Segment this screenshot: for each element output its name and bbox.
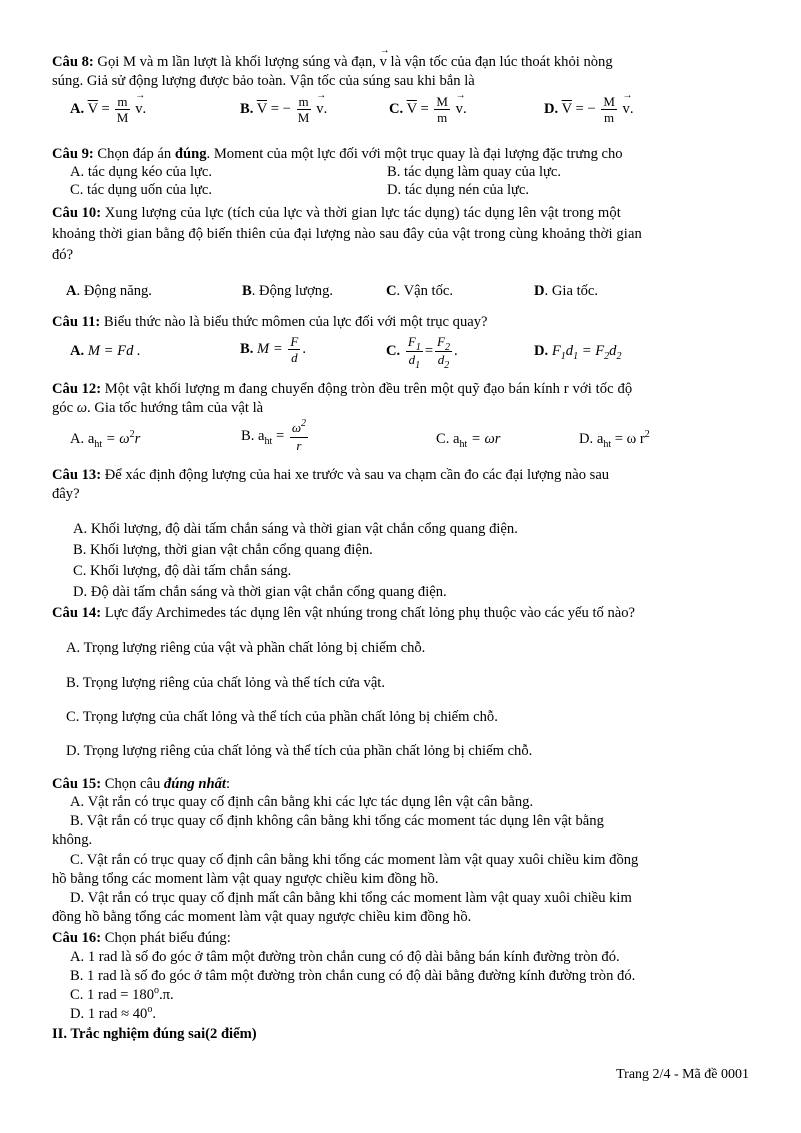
question-label: Câu 15: <box>52 776 102 792</box>
question-label: Câu 14: <box>52 605 102 621</box>
option-c <box>389 94 467 125</box>
option-text: . Gia tốc. <box>544 283 599 299</box>
question-12 <box>52 380 632 398</box>
text: D. 1 rad ≈ 40 <box>70 1006 148 1022</box>
var: a <box>258 427 265 444</box>
option-d: D. Độ dài tấm chắn sáng và thời gian vật chắn cổng quang điện. <box>73 584 447 600</box>
fraction <box>290 420 308 453</box>
option-key: A <box>66 283 77 299</box>
var: $\overline{V}$ <box>406 100 417 117</box>
option-a <box>66 282 152 300</box>
var: F <box>595 343 605 359</box>
question-8 <box>52 53 613 71</box>
var: $\overline{V}$ <box>561 100 572 117</box>
option-key: B. <box>240 100 254 117</box>
question-14 <box>52 604 635 622</box>
option-key: C. <box>386 342 401 359</box>
sub: 2 <box>445 342 450 353</box>
eq: = <box>578 343 596 359</box>
question-text: Một vật khối lượng m đang chuyển động tròn đều trên một quỹ đạo bán kính r với tốc độ <box>104 381 633 397</box>
question-text: Chọn đáp án <box>97 146 172 162</box>
option-a <box>70 343 141 360</box>
vector-v: → v <box>456 101 463 118</box>
num: m <box>298 94 309 109</box>
eq: = <box>424 342 434 359</box>
option-a: A. tác dụng kéo của lực. <box>70 164 213 180</box>
text: : <box>225 776 231 792</box>
option-b: B. 1 rad là số đo góc ở tâm một đường tròn chắn cung có độ dài bằng đường kính đường tròn đó. <box>70 968 636 984</box>
option-b <box>242 282 333 300</box>
den: d <box>408 352 416 367</box>
option-b: B. Vật rắn có trục quay cố định không cân bằng khi tổng các moment tác dụng lên vật bằng <box>70 813 604 829</box>
num: F <box>437 334 445 349</box>
den: M <box>116 110 129 125</box>
option-d: D. Trọng lượng riêng của chất lỏng và thể tích của phần chất lỏng bị chiếm chỗ. <box>66 743 533 759</box>
question-label: Câu 16: <box>52 930 102 946</box>
formula: = ωr <box>467 431 501 447</box>
option-b <box>240 334 306 365</box>
sub: 2 <box>604 351 610 362</box>
end: . <box>323 100 328 117</box>
question-label: Câu 11: <box>52 314 101 330</box>
vector-v: → v <box>316 101 323 118</box>
sup: o <box>147 1004 153 1015</box>
num: ω <box>291 420 302 435</box>
eq: = <box>270 100 279 117</box>
sub: 1 <box>415 360 421 371</box>
option-d <box>534 282 598 300</box>
question-text: khoảng thời gian bằng độ biến thiên của đại lượng nào sau đây của vật trong cùng khoảng thời gian <box>52 226 642 242</box>
option-a: A. Khối lượng, độ dài tấm chắn sáng và thời gian vật chắn cổng quang điện. <box>73 521 518 537</box>
question-11 <box>52 313 488 331</box>
text: .π. <box>159 987 174 1003</box>
sub: 1 <box>415 342 421 353</box>
num: m <box>117 94 128 109</box>
question-15 <box>52 775 230 793</box>
var: a <box>596 431 604 447</box>
eq: = <box>420 100 429 117</box>
question-text: Gọi M và m lần lượt là khối lượng súng và đạn, <box>97 54 376 70</box>
question-emph: đúng <box>174 146 207 162</box>
option-key: D. <box>544 100 559 117</box>
option-d <box>544 94 633 125</box>
formula: = ω r <box>611 431 645 447</box>
option-key: A. <box>70 431 85 447</box>
option-a: A. Trọng lượng riêng của vật và phần chất lỏng bị chiếm chỗ. <box>66 640 426 656</box>
option-c: C. Khối lượng, độ dài tấm chắn sáng. <box>73 563 292 579</box>
question-text: đây? <box>52 486 80 502</box>
sup: 2 <box>301 418 307 429</box>
sub: 1 <box>560 351 566 362</box>
option-d <box>534 343 621 360</box>
question-label: Câu 9: <box>52 146 94 162</box>
fraction <box>288 334 300 365</box>
formula: M = <box>257 340 283 357</box>
option-d <box>70 1005 156 1025</box>
question-text: . Moment của một lực đối với một trục quay là đại lượng đặc trưng cho <box>206 146 623 162</box>
question-text: súng. Giả sử động lượng được bảo toàn. Vận tốc của súng sau khi bắn là <box>52 73 475 89</box>
option-a <box>70 431 140 448</box>
den: r <box>296 438 302 453</box>
question-text: đó? <box>52 247 74 263</box>
option-c <box>386 282 453 300</box>
fraction <box>435 334 452 369</box>
var: a <box>87 431 95 447</box>
var: $\overline{V}$ <box>256 100 268 117</box>
den: m <box>437 110 448 125</box>
page-footer: Trang 2/4 - Mã đề 0001 <box>616 1067 749 1082</box>
option-key: A. <box>70 100 85 117</box>
question-text: Chọn phát biểu đúng: <box>104 930 231 946</box>
question-text <box>52 399 263 417</box>
question-emph: đúng nhất <box>163 776 226 792</box>
question-10 <box>52 204 621 222</box>
sub: 1 <box>573 351 579 362</box>
option-b <box>241 420 310 453</box>
question-13 <box>52 466 609 484</box>
sub: 2 <box>616 351 622 362</box>
var: F <box>551 343 561 359</box>
sub: ht <box>264 435 273 447</box>
sub: ht <box>603 439 612 450</box>
end: . <box>462 100 467 117</box>
option-b: B. Khối lượng, thời gian vật chắn cổng quang điện. <box>73 542 373 558</box>
option-d-cont: đồng hồ bằng tổng các moment làm vật quay ngược chiều kim đồng hồ. <box>52 909 472 925</box>
option-key: B. <box>240 340 254 357</box>
option-c: C. Trọng lượng của chất lỏng và thể tích của phần chất lỏng bị chiếm chỗ. <box>66 709 498 725</box>
option-key: D. <box>579 431 594 447</box>
option-c <box>70 986 174 1006</box>
eq: = <box>101 100 110 117</box>
fraction <box>434 94 450 125</box>
option-c: C. Vật rắn có trục quay cố định cân bằng khi tổng các moment làm vật quay xuôi chiều kim đồng <box>70 852 639 868</box>
var: d <box>565 343 574 359</box>
den: d <box>437 352 445 367</box>
option-b: B. tác dụng làm quay của lực. <box>387 164 562 180</box>
den: d <box>291 350 298 365</box>
num: F <box>290 334 299 349</box>
option-d <box>579 431 650 448</box>
option-text: . Vận tốc. <box>396 283 454 299</box>
fraction <box>406 334 423 369</box>
option-a: A. 1 rad là số đo góc ở tâm một đường tròn chắn cung có độ dài bằng bán kính đường tròn đó. <box>70 949 620 965</box>
option-key: C. <box>436 431 450 447</box>
formula: = ω <box>105 431 130 447</box>
option-a <box>70 94 146 125</box>
option-key: B <box>242 283 252 299</box>
question-text: Lực đẩy Archimedes tác dụng lên vật nhúng trong chất lỏng phụ thuộc vào các yếu tố nào? <box>104 605 636 621</box>
vector-v: → v <box>135 101 142 118</box>
option-b <box>240 94 327 125</box>
vector-v: → v <box>380 53 387 71</box>
text: C. 1 rad = 180 <box>70 987 155 1003</box>
option-key: C <box>386 283 397 299</box>
option-text: . Động năng. <box>76 283 152 299</box>
option-a: A. Vật rắn có trục quay cố định cân bằng khi các lực tác dụng lên vật cân bằng. <box>70 794 534 810</box>
question-label: Câu 13: <box>52 467 102 483</box>
sub: 2 <box>444 360 450 371</box>
num: M <box>603 94 615 109</box>
num: M <box>436 94 448 109</box>
question-text: Chọn câu <box>104 776 161 792</box>
end: . <box>302 340 306 357</box>
option-c <box>436 431 500 448</box>
question-label: Câu 12: <box>52 381 102 397</box>
eq: = <box>575 100 584 117</box>
section-heading: II. Trắc nghiệm đúng sai(2 điểm) <box>52 1026 257 1042</box>
option-c <box>386 334 458 369</box>
var: a <box>453 431 460 447</box>
den: m <box>604 110 615 125</box>
option-c-cont: hồ bằng tổng các moment làm vật quay ngược chiều kim đồng hồ. <box>52 871 439 887</box>
fraction <box>601 94 617 125</box>
var: d <box>609 343 617 359</box>
question-label: Câu 10: <box>52 205 102 221</box>
question-label: Câu 8: <box>52 54 94 70</box>
eq: = <box>272 427 288 444</box>
option-key: B. <box>241 427 255 444</box>
end: . <box>454 342 458 359</box>
question-text: là vận tốc của đạn lúc thoát khỏi nòng <box>390 54 613 70</box>
option-c: C. tác dụng uốn của lực. <box>70 182 213 198</box>
option-b-cont: không. <box>52 832 93 848</box>
text: góc <box>52 400 74 416</box>
question-text: Để xác định động lượng của hai xe trước và sau va chạm cần đo các đại lượng nào sau <box>104 467 610 483</box>
option-text: . Động lượng. <box>251 283 334 299</box>
question-9 <box>52 145 623 163</box>
question-text: Xung lượng của lực (tích của lực và thời gian lực tác dụng) tác dụng lên vật trong một <box>104 205 622 221</box>
option-key: D. <box>534 343 549 359</box>
var: $\overline{V}$ <box>87 100 98 117</box>
option-d: D. Vật rắn có trục quay cố định mất cân bằng khi tổng các moment làm vật quay xuôi chiều kim <box>70 890 632 906</box>
question-16 <box>52 929 231 947</box>
sup: o <box>154 985 160 996</box>
end: . <box>142 100 147 117</box>
option-key: D <box>534 283 545 299</box>
var: r <box>134 431 141 447</box>
question-text: Biểu thức nào là biểu thức mômen của lực đối với một trục quay? <box>103 314 488 330</box>
sup: 2 <box>129 429 135 440</box>
formula: M = Fd . <box>87 343 141 359</box>
text: . <box>152 1006 156 1022</box>
omega: ω <box>76 400 88 416</box>
option-d: D. tác dụng nén của lực. <box>387 182 530 198</box>
sup: 2 <box>644 429 650 440</box>
fraction <box>297 94 311 125</box>
end: . <box>629 100 634 117</box>
option-key: A. <box>70 343 85 359</box>
option-key: C. <box>389 100 404 117</box>
sub: ht <box>459 439 468 450</box>
text: . Gia tốc hướng tâm của vật là <box>87 400 264 416</box>
sign: − <box>587 100 596 117</box>
option-b: B. Trọng lượng riêng của chất lỏng và thể tích cửa vật. <box>66 675 385 691</box>
num: F <box>407 334 416 349</box>
vector-v: → v <box>623 101 630 118</box>
den: M <box>297 110 310 125</box>
sign: − <box>282 100 291 117</box>
sub: ht <box>94 439 103 450</box>
fraction <box>115 94 129 125</box>
